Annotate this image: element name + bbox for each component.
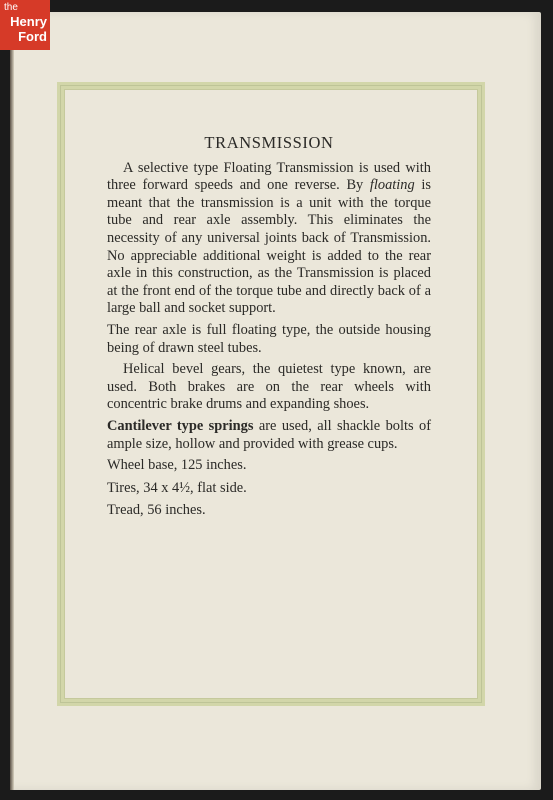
henry-ford-logo bbox=[0, 0, 50, 50]
page-gutter bbox=[10, 12, 14, 790]
paragraph-bevel-gears: Helical bevel gears, the quietest type known, are used. Both brakes are on the rear wheels with concentric brake drums and expanding shoes. bbox=[107, 361, 431, 413]
paragraph-text: are used, all shackle bolts of ample size, hollow and provided with grease cups. bbox=[107, 417, 431, 452]
paragraph-transmission bbox=[107, 160, 431, 318]
paragraph-springs bbox=[107, 418, 431, 453]
page-content bbox=[107, 134, 431, 525]
spec-tread: Tread, 56 inches. bbox=[107, 502, 206, 519]
logo-text-henry: Henry bbox=[10, 14, 47, 29]
page-title: TRANSMISSION bbox=[204, 133, 334, 152]
bold-term: Cantilever type springs bbox=[107, 417, 254, 434]
logo-text-the: the bbox=[4, 2, 18, 13]
logo-text-ford: Ford bbox=[18, 29, 47, 44]
paragraph-text: A selective type Floating Transmission is used with three forward speeds and one reverse. By bbox=[107, 159, 431, 194]
paragraph-rear-axle: The rear axle is full floating type, the outside housing being of drawn steel tubes. bbox=[107, 321, 431, 356]
paragraph-text: is meant that the transmission is a unit with the torque tube and rear axle assembly. This eliminates the necessity of any universal joints back of Transmission. No appreciable additional weight is added to the rear axle in this construction, as the Transmission is placed at the front end of the torque tube and directly back of a large ball and socket support. bbox=[107, 177, 431, 317]
spec-wheel-base: Wheel base, 125 inches. bbox=[107, 457, 247, 474]
spec-tires: Tires, 34 x 4½, flat side. bbox=[107, 479, 247, 496]
italic-term: floating bbox=[369, 177, 415, 194]
